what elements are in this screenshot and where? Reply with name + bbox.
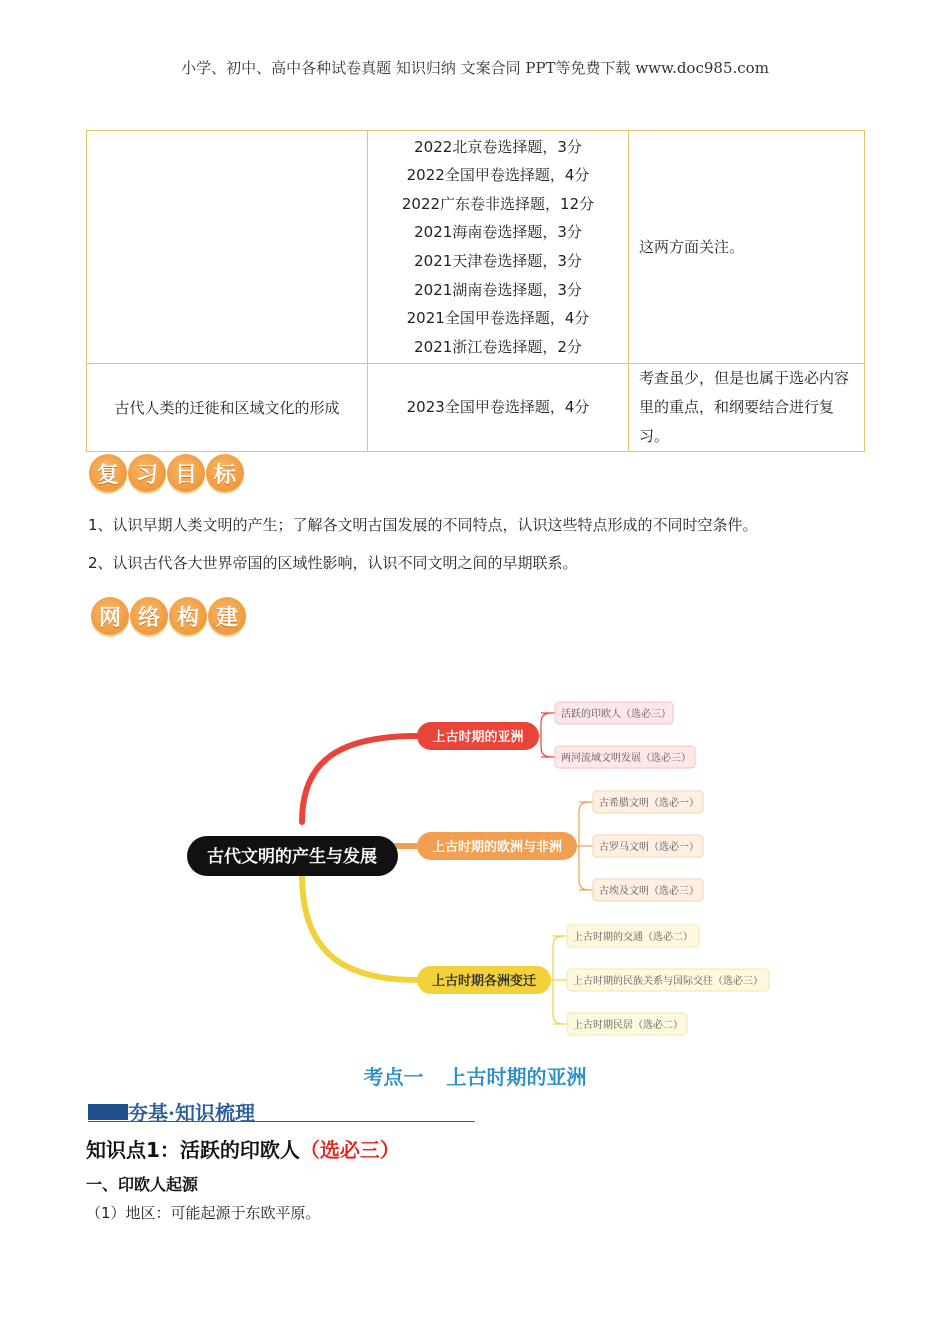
exam-item: 2022全国甲卷选择题，4分 xyxy=(406,166,590,185)
exam-item: 2022广东卷非选择题，12分 xyxy=(401,194,595,213)
page-header: 小学、初中、高中各种试卷真题 知识归纳 文案合同 PPT等免费下载 www.doc985.com xyxy=(181,59,769,77)
section-label: 考点一 xyxy=(363,1065,424,1089)
branch-node-label: 上古时期的亚洲 xyxy=(432,730,524,745)
topic-cell: 古代人类的迁徙和区域文化的形成 xyxy=(87,364,368,452)
note-cell: 考查虽少，但是也属于选必内容里的重点，和纲要结合进行复习。 xyxy=(629,364,865,452)
badge-char: 复 xyxy=(89,454,127,492)
badge-char: 络 xyxy=(130,597,168,635)
center-node-label: 古代文明的产生与发展 xyxy=(207,847,377,867)
exam-item: 2021海南卷选择题，3分 xyxy=(414,223,582,242)
knowledge-point-tag: （选必三） xyxy=(299,1138,400,1162)
network-badge xyxy=(91,597,246,635)
badge-char: 网 xyxy=(91,597,129,635)
review-item-1: 1、认识早期人类文明的产生；了解各文明古国发展的不同特点，认识这些特点形成的不同时空条件。 xyxy=(88,516,758,534)
bar-title: 夯基·知识梳理 xyxy=(128,1101,255,1125)
section-title xyxy=(0,1061,950,1090)
badge-char: 目 xyxy=(167,454,205,492)
exam-item: 2022北京卷选择题，3分 xyxy=(414,137,582,156)
heading-origin: 一、印欧人起源 xyxy=(86,1175,199,1194)
exam-list-cell xyxy=(368,364,629,452)
table-row xyxy=(87,364,865,452)
knowledge-point-title xyxy=(86,1134,400,1163)
section-name: 上古时期的亚洲 xyxy=(446,1065,587,1089)
badge-char: 构 xyxy=(169,597,207,635)
leaf-node-label: 上古时期民居（选必二） xyxy=(573,1020,683,1031)
exam-item: 2021湖南卷选择题，3分 xyxy=(414,280,582,299)
exam-item: 2021浙江卷选择题，2分 xyxy=(414,337,582,356)
leaf-node-label: 上古时期的民族关系与国际交往（选必三） xyxy=(573,976,763,987)
badge-char: 标 xyxy=(206,454,244,492)
leaf-node-label: 上古时期的交通（选必二） xyxy=(573,932,693,943)
leaf-node-label: 古希腊文明（选必一） xyxy=(599,798,699,809)
leaf-bracket xyxy=(541,713,551,757)
branch-node-label: 上古时期各洲变迁 xyxy=(431,974,537,989)
note-cell: 这两方面关注。 xyxy=(629,131,865,364)
exam-list-cell xyxy=(368,131,629,364)
leaf-node-label: 古罗马文明（选必一） xyxy=(599,842,699,853)
badge-char: 习 xyxy=(128,454,166,492)
knowledge-point-text: 知识点1：活跃的印欧人 xyxy=(86,1138,300,1162)
exam-item: 2023全国甲卷选择题，4分 xyxy=(406,398,590,417)
branch-connector xyxy=(302,736,417,822)
leaf-node-label: 活跃的印欧人（选必三） xyxy=(561,709,671,720)
exam-item: 2021全国甲卷选择题，4分 xyxy=(406,309,590,328)
topic-cell xyxy=(87,131,368,364)
exam-item: 2021天津卷选择题，3分 xyxy=(414,252,582,270)
table-row xyxy=(87,131,865,364)
branch-connector xyxy=(302,874,417,980)
exam-table xyxy=(86,130,865,452)
review-item-2: 2、认识古代各大世界帝国的区域性影响，认识不同文明之间的早期联系。 xyxy=(88,554,578,572)
bar-block xyxy=(88,1104,128,1120)
leaf-node-label: 两河流域文明发展（选必三） xyxy=(561,753,691,764)
review-goals-badge xyxy=(89,454,244,492)
leaf-node-label: 古埃及文明（选必三） xyxy=(599,886,699,897)
badge-char: 建 xyxy=(208,597,246,635)
mind-map xyxy=(0,680,950,1044)
point-region: （1）地区：可能起源于东欧平原。 xyxy=(86,1204,321,1222)
branch-node-label: 上古时期的欧洲与非洲 xyxy=(431,840,563,855)
